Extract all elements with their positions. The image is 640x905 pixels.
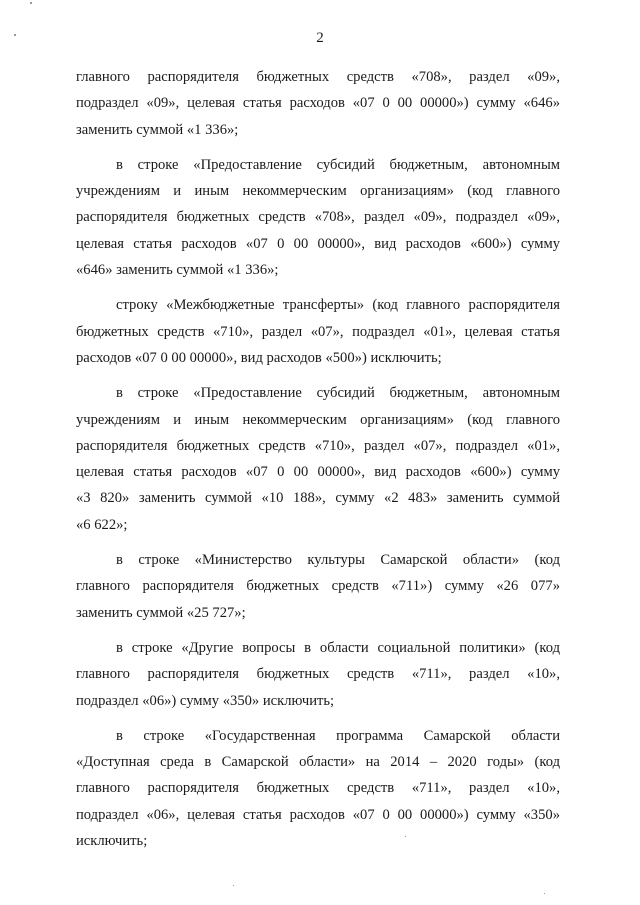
text-line: в строке «Предоставление субсидий бюджетным, автономным bbox=[116, 385, 560, 402]
text-line: заменить суммой «25 727»; bbox=[76, 604, 246, 621]
paragraph-6 bbox=[76, 635, 560, 714]
text-line: учреждениям и иным некоммерческим организациям» (код главного bbox=[76, 183, 560, 200]
page-number: 2 bbox=[316, 30, 324, 46]
text-line: распорядителя бюджетных средств «710», раздел «07», подраздел «01», bbox=[76, 437, 560, 454]
text-line: целевая статья расходов «07 0 00 00000», вид расходов «600») сумму bbox=[76, 235, 560, 252]
text-line: «646» заменить суммой «1 336»; bbox=[76, 262, 279, 279]
text-line: в строке «Министерство культуры Самарской области» (код bbox=[116, 552, 560, 569]
text-line: главного распорядителя бюджетных средств «711», раздел «10», bbox=[76, 666, 560, 683]
paragraph-7 bbox=[76, 723, 560, 854]
text-line: строку «Межбюджетные трансферты» (код главного распорядителя bbox=[116, 297, 560, 314]
text-line: исключить; bbox=[76, 833, 148, 850]
text-line: расходов «07 0 00 00000», вид расходов «500») исключить; bbox=[76, 349, 442, 366]
text-line: подраздел «09», целевая статья расходов «07 0 00 00000») сумму «646» bbox=[76, 95, 560, 112]
text-line: учреждениям и иным некоммерческим организациям» (код главного bbox=[76, 411, 560, 428]
paragraph-1 bbox=[76, 64, 560, 143]
text-line: главного распорядителя бюджетных средств «711», раздел «10», bbox=[76, 780, 560, 797]
paragraph-3 bbox=[76, 292, 560, 371]
text-line: в строке «Предоставление субсидий бюджетным, автономным bbox=[116, 156, 560, 173]
text-line: заменить суммой «1 336»; bbox=[76, 121, 239, 138]
text-line: подраздел «06», целевая статья расходов «07 0 00 00000») сумму «350» bbox=[76, 806, 560, 823]
scan-speck bbox=[405, 836, 406, 837]
text-line: главного распорядителя бюджетных средств «708», раздел «09», bbox=[76, 69, 560, 85]
text-line: подраздел «06») сумму «350» исключить; bbox=[76, 692, 335, 709]
paragraph-4 bbox=[76, 380, 560, 538]
text-line: «Доступная среда в Самарской области» на 2014 – 2020 годы» (код bbox=[76, 754, 560, 771]
text-line: в строке «Государственная программа Самарской области bbox=[116, 727, 560, 744]
scan-speck bbox=[14, 34, 16, 36]
text-line: «3 820» заменить суммой «10 188», сумму «2 483» заменить суммой bbox=[76, 490, 560, 507]
paragraph-5 bbox=[76, 547, 560, 626]
text-line: главного распорядителя бюджетных средств «711») сумму «26 077» bbox=[76, 578, 560, 595]
text-line: в строке «Другие вопросы в области социальной политики» (код bbox=[116, 639, 560, 656]
text-line: целевая статья расходов «07 0 00 00000», вид расходов «600») сумму bbox=[76, 464, 560, 481]
paragraph-2 bbox=[76, 152, 560, 283]
scan-speck bbox=[30, 2, 32, 4]
text-line: бюджетных средств «710», раздел «07», подраздел «01», целевая статья bbox=[76, 323, 560, 340]
document-body bbox=[76, 64, 560, 863]
scan-speck bbox=[544, 893, 545, 894]
scan-speck bbox=[233, 885, 234, 886]
text-line: «6 622»; bbox=[76, 516, 128, 533]
text-line: распорядителя бюджетных средств «708», раздел «09», подраздел «09», bbox=[76, 209, 560, 226]
